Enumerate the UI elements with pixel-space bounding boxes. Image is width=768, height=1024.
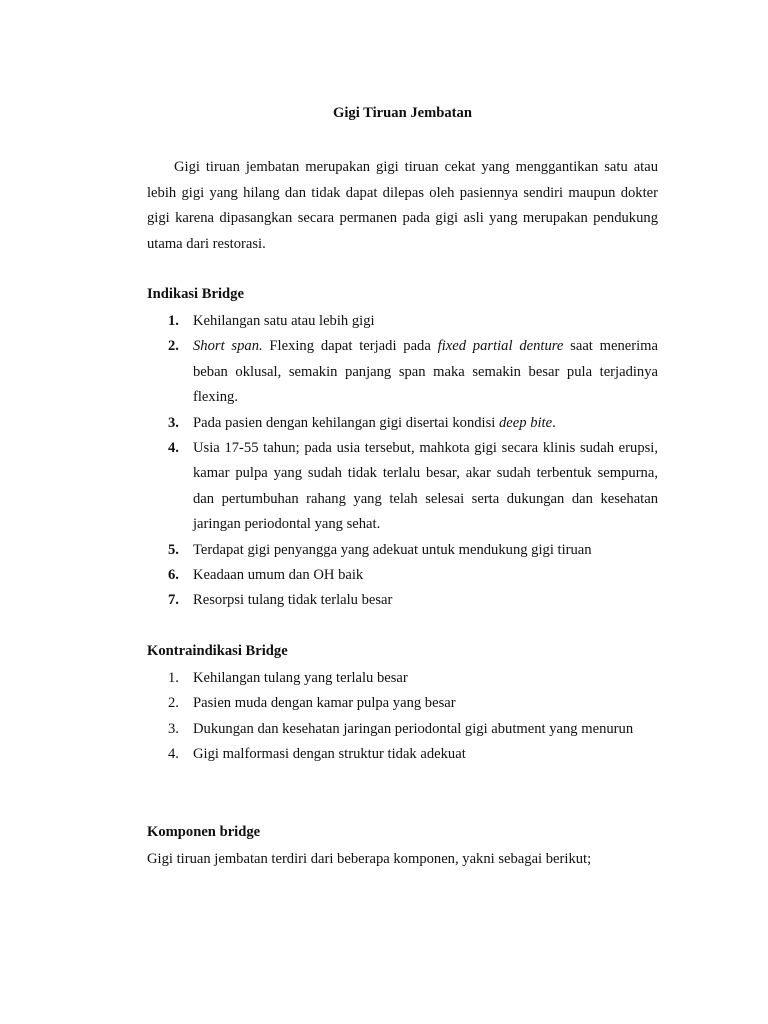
list-item <box>147 538 658 563</box>
list-number: 4. <box>168 440 179 457</box>
list-item <box>147 436 658 538</box>
list-item <box>147 666 658 691</box>
list-number: 1. <box>168 670 179 686</box>
list-text: Gigi malformasi dengan struktur tidak adekuat <box>193 746 466 763</box>
list-item <box>147 691 658 716</box>
list-text: Keadaan umum dan OH baik <box>193 567 364 584</box>
document-title: Gigi Tiruan Jembatan <box>333 105 472 121</box>
kontraindikasi-heading: Kontraindikasi Bridge <box>147 643 288 659</box>
list-item <box>147 334 658 410</box>
list-item <box>147 588 658 613</box>
list-number: 3. <box>168 720 179 737</box>
list-text-italic: deep bite <box>499 414 553 431</box>
list-text: Terdapat gigi penyangga yang adekuat untuk mendukung gigi tiruan <box>193 541 592 558</box>
list-number: 2. <box>168 695 179 712</box>
list-number: 6. <box>168 567 179 584</box>
list-text: Kehilangan tulang yang terlalu besar <box>193 670 408 686</box>
list-number: 5. <box>168 541 179 558</box>
list-item <box>147 717 658 742</box>
list-text-italic: fixed partial denture <box>437 338 564 355</box>
list-text: Dukungan dan kesehatan jaringan periodontal gigi abutment yang menurun <box>193 720 634 737</box>
list-text: Pasien muda dengan kamar pulpa yang besar <box>193 695 456 712</box>
list-number: 2. <box>168 338 179 355</box>
indikasi-list <box>147 309 658 614</box>
list-item <box>147 309 658 334</box>
list-number: 1. <box>168 313 179 329</box>
list-text: Usia 17-55 tahun; pada usia tersebut, mahkota gigi secara klinis sudah erupsi, kamar pulpa yang sudah tidak terlalu besar, akar sudah terbentuk sempurna, dan pertumbuhan rahang yang telah selesai serta dukungan dan kesehatan jaringan periodontal yang sehat. <box>193 440 658 533</box>
komponen-heading: Komponen bridge <box>147 824 261 840</box>
intro-paragraph: Gigi tiruan jembatan merupakan gigi tiruan cekat yang menggantikan satu atau lebih gigi yang hilang dan tidak dapat dilepas oleh pasiennya sendiri maupun dokter gigi karena dipasangkan secara permanen pada gigi asli yang merupakan pendukung utama dari restorasi. <box>147 159 658 252</box>
list-text: Kehilangan satu atau lebih gigi <box>193 313 375 329</box>
list-item <box>147 563 658 588</box>
indikasi-heading: Indikasi Bridge <box>147 286 244 302</box>
kontraindikasi-list <box>147 666 658 768</box>
list-text: Pada pasien dengan kehilangan gigi disertai kondisi <box>193 414 499 431</box>
komponen-paragraph: Gigi tiruan jembatan terdiri dari beberapa komponen, yakni sebagai berikut; <box>147 851 592 867</box>
list-text: Flexing dapat terjadi pada <box>262 338 438 355</box>
list-text: saat menerima beban oklusal, semakin panjang span maka semakin besar pula terjadinya flexing. <box>193 338 658 406</box>
list-text: Resorpsi tulang tidak terlalu besar <box>193 592 393 609</box>
list-number: 3. <box>168 414 179 431</box>
list-text-italic: Short span. <box>193 338 263 355</box>
list-number: 7. <box>168 592 179 609</box>
list-number: 4. <box>168 746 179 763</box>
list-item <box>147 411 658 436</box>
list-text: . <box>552 414 556 431</box>
list-item <box>147 742 658 767</box>
